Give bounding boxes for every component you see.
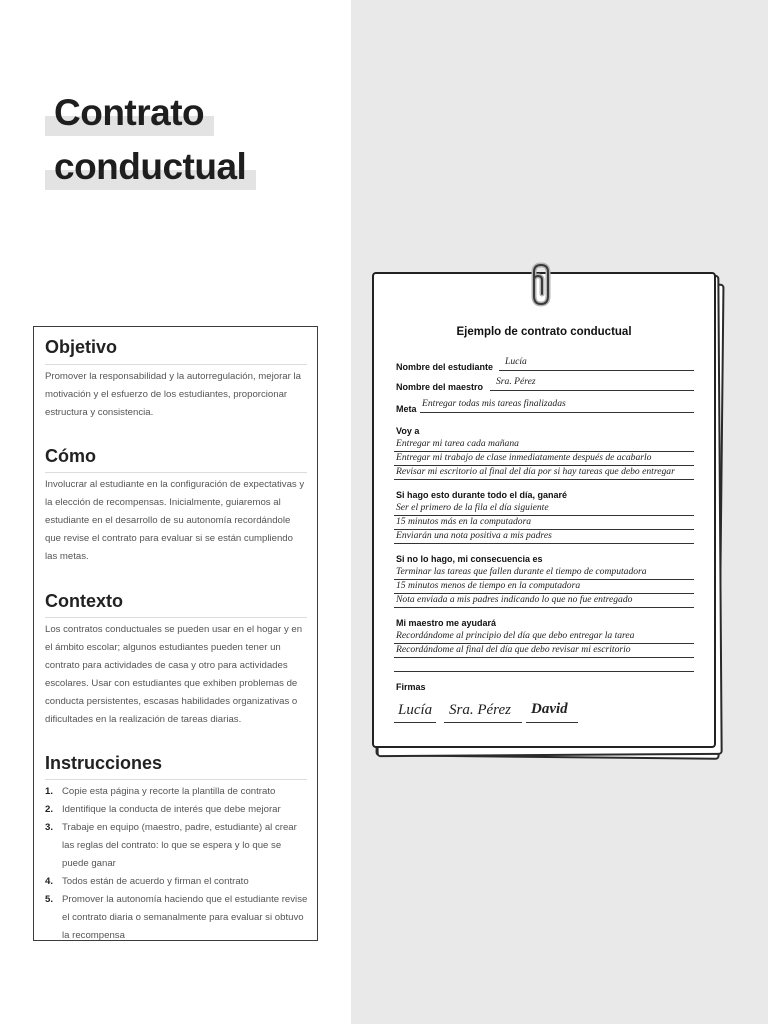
list-item [45,873,310,891]
list-item [45,801,310,819]
list-item-number: 4. [45,876,54,887]
voy-line-2: Entregar mi trabajo de clase inmediatamente después de acabarlo [396,452,652,463]
answer-line [394,657,694,658]
contexto-heading: Contexto [45,591,123,611]
list-item-number: 5. [45,894,54,905]
signature-parent: David [531,701,568,717]
divider [45,779,307,780]
signature-teacher: Sra. Pérez [449,702,511,718]
maestro-line-2: Recordándome al final del día que debo revisar mi escritorio [396,644,631,655]
contexto-body: Los contratos conductuales se pueden usar en el hogar y en el ámbito escolar; algunos estudiantes pueden tener un contrato para actividades de casa y otro para actividades escolares. Usar con estudiantes que exhiben problemas de conducta persistentes, escasas habilidades organizativas o dificultades en la realización de tareas diarias. [45,624,303,725]
list-item-text: Promover la autonomía haciendo que el estudiante revise el contrato diaria o semanalmente para evaluar si obtuvo la recompensa [62,894,308,941]
sheet-front [372,272,716,748]
maestro-line-1: Recordándome al principio del día que debo entregar la tarea [396,630,635,641]
list-item-text: Trabaje en equipo (maestro, padre, estudiante) al crear las reglas del contrato: lo que se espera y lo que se puede ganar [62,822,297,869]
gano-line-1: Ser el primero de la fila el día siguiente [396,502,549,513]
contract-sheet [372,268,720,760]
divider [45,617,307,618]
voy-line-3: Revisar mi escritorio al final del día por si hay tareas que debo entregar [396,466,675,477]
answer-line [499,370,694,371]
voy-label: Voy a [396,426,420,436]
info-panel [33,326,318,941]
list-item [45,819,310,873]
signature-line [526,722,578,723]
goal-label: Meta [396,404,417,414]
consecuencia-label: Si no lo hago, mi consecuencia es [396,554,543,564]
instrucciones-heading: Instrucciones [45,753,163,773]
answer-line [394,543,694,544]
objetivo-heading: Objetivo [45,337,118,357]
instrucciones-list [45,783,310,945]
maestro-label: Mi maestro me ayudará [396,618,497,628]
answer-line [490,390,694,391]
divider [45,472,307,473]
voy-line-1: Entregar mi tarea cada mañana [396,438,519,449]
answer-line [394,479,694,480]
list-item-number: 2. [45,804,54,815]
list-item-text: Copie esta página y recorte la plantilla de contrato [62,786,276,797]
list-item-text: Todos están de acuerdo y firman el contrato [62,876,249,887]
como-body: Involucrar al estudiante en la configuración de expectativas y la elección de recompensas. Inicialmente, guiaremos al estudiante en el desarrollo de su autonomía recordándole que revise el contrato para evaluar si se están cumpliendo las metas. [45,479,305,562]
list-item-text: Identifique la conducta de interés que debe mejorar [62,804,281,815]
student-value: Lucía [505,356,527,367]
student-label: Nombre del estudiante [396,362,494,372]
list-item-number: 1. [45,786,54,797]
como-heading: Cómo [45,446,96,466]
teacher-label: Nombre del maestro [396,382,484,392]
answer-line [394,607,694,608]
teacher-value: Sra. Pérez [496,376,536,387]
list-item [45,783,310,801]
paperclip-icon [521,262,561,308]
signature-line [444,722,522,723]
signature-line [394,722,436,723]
answer-line [420,412,694,413]
gano-line-3: Enviarán una nota positiva a mis padres [396,530,552,541]
objetivo-body: Promover la responsabilidad y la autorregulación, mejorar la motivación y el esfuerzo de los estudiantes, proporcionar estructura y consistencia. [45,371,301,418]
consecuencia-line-3: Nota enviada a mis padres indicando lo que no fue entregado [396,594,633,605]
gano-line-2: 15 minutos más en la computadora [396,516,532,527]
title-text-2: conductual [45,147,256,187]
gano-label: Si hago esto durante todo el día, ganaré [396,490,568,500]
goal-value: Entregar todas mis tareas finalizadas [422,398,566,409]
consecuencia-line-1: Terminar las tareas que fallen durante el tiempo de computadora [396,566,647,577]
page-title-line-1 [45,93,214,133]
signature-student: Lucía [398,702,433,718]
sheet-title: Ejemplo de contrato conductual [456,326,632,338]
title-text-1: Contrato [45,93,214,133]
page-title-line-2 [45,147,256,187]
list-item-number: 3. [45,822,54,833]
divider [45,364,307,365]
firmas-label: Firmas [396,682,426,692]
consecuencia-line-2: 15 minutos menos de tiempo en la computadora [396,580,581,591]
answer-line [394,671,694,672]
list-item [45,891,310,945]
